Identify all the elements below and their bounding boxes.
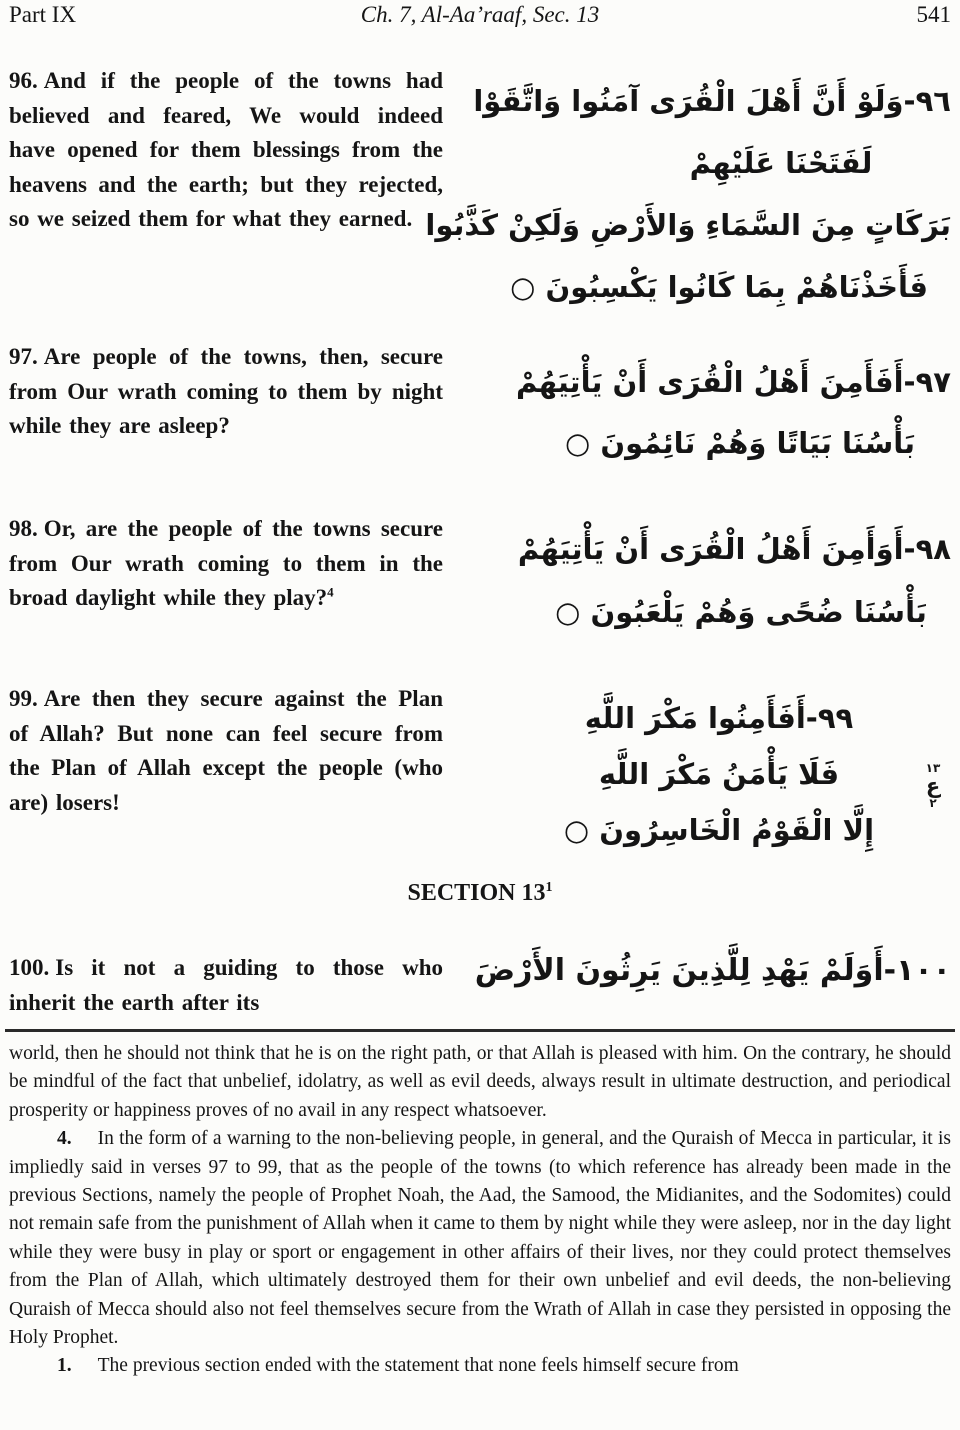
verse-number: 97. <box>9 344 38 369</box>
footnote-4 <box>9 1125 951 1352</box>
verse-96-arabic <box>425 70 951 318</box>
verse-97-arabic <box>487 352 951 474</box>
footnotes-section <box>9 1040 951 1381</box>
verse-english-text: Or, are the people of the towns secure from Our wrath coming to them in the broad daylight while they play? <box>9 516 443 610</box>
verse-english-text: Are then they secure against the Plan of Allah? But none can feel secure from the Plan of Allah except the people (who are) losers! <box>9 686 443 815</box>
verse-100-arabic <box>474 939 951 1003</box>
footnote-divider <box>5 1029 955 1032</box>
verse-100-english <box>9 951 443 1020</box>
ruku-marker <box>916 762 950 810</box>
verse-number: 100. <box>9 955 50 980</box>
arabic-line: فَأَخَذْنَاهُمْ بِمَا كَانُوا يَكْسِبُونَ ○ <box>510 270 928 304</box>
footnote-text: The previous section ended with the statement that none feels himself secure from <box>97 1355 739 1377</box>
footnote-text: In the form of a warning to the non-believing people, in general, and the Quraish of Mecca in particular, it is impliedly said in verses 97 to 99, that as the people of the towns (to which reference has already been made in the previous Sections, namely the people of Prophet Noah, the Aad, the Samood, the Midianites, and the Sodomites) could not remain safe from the punishment of Allah when it came to them by night while they were asleep, nor in the day light while they were busy in play or sport or engagement in other affairs of their lives, nor they could protect themselves from the Plan of Allah, which ultimately destroyed them for their own unbelief and evil deeds, the non-believing Quraish of Mecca should also not feel themselves secure from the Wrath of Allah in case they persisted in opposing the Holy Prophet. <box>9 1128 951 1349</box>
arabic-line: ١٠٠-أَوَلَمْ يَهْدِ لِلَّذِينَ يَرِثُونَ الأَرْضَ <box>474 953 951 988</box>
arabic-line: إِلَّا الْقَوْمُ الْخَاسِرُونَ ○ <box>563 813 875 847</box>
page-header <box>9 2 951 36</box>
footnote-text: world, then he should not think that he is on the right path, or that Allah is pleased with him. On the contrary, he should be mindful of the fact that unbelief, idolatry, as well as evil deeds, always result in ultimate destruction, and periodical prosperity or happiness proves of no avail in any respect whatsoever. <box>9 1043 951 1121</box>
verse-99-arabic <box>487 690 951 858</box>
section-heading-label: SECTION 13 <box>407 880 546 906</box>
arabic-line: فَلَا يَأْمَنُ مَكْرَ اللَّهِ <box>598 757 840 791</box>
arabic-line: بَرَكَاتٍ مِنَ السَّمَاءِ وَالأَرْضِ وَلَكِنْ كَذَّبُوا <box>425 208 951 242</box>
footnote-number: 4. <box>57 1128 72 1150</box>
verse-99-english <box>9 682 443 820</box>
verse-98-english <box>9 512 443 616</box>
arabic-line: ٩٨-أَوَأَمِنَ أَهْلُ الْقُرَى أَنْ يَأْتِيَهُمْ <box>517 532 951 566</box>
verse-english-text: And if the people of the towns had believed and feared, We would indeed have opened for them blessings from the heavens and the earth; but they rejected, so we seized them for what they earned. <box>9 68 443 231</box>
verse-number: 96. <box>9 68 38 93</box>
footnote-continuation <box>9 1040 951 1125</box>
arabic-line: لَفَتَحْنَا عَلَيْهِمْ <box>689 146 873 180</box>
footnote-number: 1. <box>57 1355 72 1377</box>
page-number: 541 <box>916 2 951 27</box>
verse-number: 98. <box>9 516 38 541</box>
verse-98-arabic <box>487 518 951 644</box>
verse-english-text: Is it not a guiding to those who inherit the earth after its <box>9 955 443 1015</box>
arabic-line: بَأْسُنَا ضُحًى وَهُمْ يَلْعَبُونَ ○ <box>555 595 927 629</box>
verse-english-text: Are people of the towns, then, secure from Our wrath coming to them by night while they are asleep? <box>9 344 443 438</box>
verse-96-english <box>9 64 443 237</box>
verse-number: 99. <box>9 686 38 711</box>
ruku-number-bottom: ٢ <box>929 796 937 810</box>
section-heading <box>0 880 960 907</box>
ain-icon: ع <box>925 774 941 798</box>
footnote-1 <box>9 1352 951 1380</box>
footnote-ref: 4 <box>327 584 334 600</box>
header-chapter-title: Ch. 7, Al-Aa’raaf, Sec. 13 <box>360 2 600 27</box>
ruku-number-top: ١٣ <box>925 761 941 775</box>
arabic-line: بَأْسُنَا بَيَاتًا وَهُمْ نَائِمُونَ ○ <box>564 426 916 460</box>
arabic-line: ٩٦-وَلَوْ أَنَّ أَهْلَ الْقُرَى آمَنُوا وَاتَّقَوْا <box>473 84 951 118</box>
footnote-ref: 1 <box>545 880 553 895</box>
header-part-label: Part IX <box>9 2 77 27</box>
arabic-line: ٩٩-أَفَأَمِنُوا مَكْرَ اللَّهِ <box>584 701 854 735</box>
verse-97-english <box>9 340 443 444</box>
arabic-line: ٩٧-أَفَأَمِنَ أَهْلُ الْقُرَى أَنْ يَأْتِيَهُمْ <box>515 365 951 399</box>
